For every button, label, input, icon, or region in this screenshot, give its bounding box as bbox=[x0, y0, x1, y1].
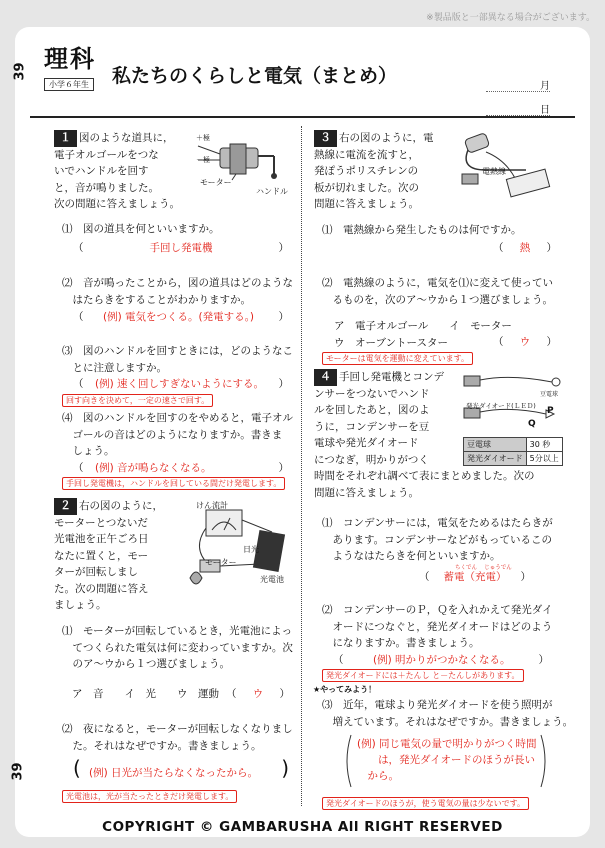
q4-p-label: P bbox=[547, 406, 554, 416]
subject-block bbox=[44, 46, 96, 91]
q3-intro: ３ 右の図のように，電 熱線に電流を流すと， 発ぽうポリスチレンの 板が切れました。次の 問題に答えましょう。 bbox=[314, 131, 434, 210]
header-rule bbox=[30, 116, 575, 118]
sample-notice: ※製品版と一部異なる場合がございます。 bbox=[426, 13, 595, 23]
q2-1-choices: ア 音 イ 光 ウ 運動 bbox=[72, 688, 219, 700]
column-divider bbox=[301, 126, 302, 806]
q4-bulb-label: 豆電球 bbox=[540, 391, 559, 398]
q4-1-ruby: ちくでん じゅうでん bbox=[455, 565, 512, 571]
table-row: 豆電球 30 秒 bbox=[464, 438, 563, 452]
try-it-label: ★やってみよう！ bbox=[313, 685, 377, 694]
q4-number: ４ bbox=[314, 369, 337, 386]
q4-2-answer-field[interactable]: （ (例) 明かりがつかなくなる。 ） bbox=[333, 654, 549, 666]
q2-2-answer-field[interactable]: ( (例) 日光が当たらなくなったから。 ) bbox=[73, 756, 289, 780]
q1-4-question: ⑷ 図のハンドルを回すのをやめると，電子オル ゴールの音はどのようになりますか。書きま しょう。 bbox=[62, 412, 293, 457]
q1-motor-label: モーター bbox=[200, 178, 232, 187]
heating-wire-figure bbox=[456, 130, 560, 200]
q2-cell-label: 光電池 bbox=[260, 575, 284, 584]
q3-2-choices: ア 電子オルゴール イ モーター ウ オーブントースター bbox=[334, 320, 512, 349]
q3-1-answer-field[interactable]: （ 熱 ） bbox=[493, 242, 557, 254]
q1-4-explanation: 手回し発電機は，ハンドルを回している間だけ発電します。 bbox=[62, 477, 285, 490]
q4-results-table bbox=[463, 437, 563, 466]
q2-sun-label: 日光 bbox=[243, 545, 259, 554]
q2-2-explanation: 光電池は，光が当たったときだけ発電します。 bbox=[62, 790, 237, 803]
q4-intro: ４ 手回し発電機とコンデ ンサーをつないでハンド ルを回したあと，図のよ うに，コンデンサーを豆 電球や発光ダイオード につなぎ，明かりがつく 時間をそれぞれ調べて表にまとめました。次の 問題に答えましょう。 bbox=[314, 370, 535, 499]
q1-handle-label: ハンドル bbox=[256, 187, 288, 196]
q2-1-answer-field[interactable]: （ ウ ） bbox=[226, 688, 290, 700]
q2-2-question: ⑵ 夜になると，モーターが回転しなくなりまし た。それはなぜですか。書きましょう。 bbox=[62, 723, 293, 752]
page-number-bottom: 39 bbox=[10, 762, 26, 781]
q4-1-answer-field[interactable]: （ 蓄電（充電） ） bbox=[419, 571, 531, 583]
q4-2-explanation: 発光ダイオードには＋たんし と－たんしがあります。 bbox=[322, 669, 524, 682]
page-title: 私たちのくらしと電気（まとめ） bbox=[112, 65, 398, 87]
q4-q-label: Q bbox=[528, 419, 536, 429]
page-number-top: 39 bbox=[12, 62, 28, 81]
q1-3-explanation: 回す向きを決めて，一定の速さで回す。 bbox=[62, 394, 213, 407]
q1-minus-label: －極 bbox=[196, 156, 210, 164]
q3-number: ３ bbox=[314, 130, 337, 147]
q1-3-question: ⑶ 図のハンドルを回すときには，どのようなこ とに注意しますか。 bbox=[62, 345, 293, 374]
q3-2-question: ⑵ 電熱線のように，電気を⑴に変えて使ってい るものを，次のア～ウから１つ選びましょう。 bbox=[322, 277, 553, 306]
q4-led-label: 発光ダイオード(ＬＥＤ) bbox=[466, 402, 536, 410]
grade-label: 小学６年生 bbox=[44, 78, 94, 91]
q3-2-explanation: モーターは電気を運動に変えています。 bbox=[322, 352, 473, 365]
q3-2-answer-field[interactable]: （ ウ ） bbox=[493, 336, 557, 348]
q2-meter-label: けん流計 bbox=[196, 501, 228, 510]
table-row: 発光ダイオード 5分以上 bbox=[464, 452, 563, 466]
q4-3-question: ⑶ 近年，電球より発光ダイオードを使う照明が 増えています。それはなぜですか。書きましょう。 bbox=[322, 699, 574, 728]
subject-title: 理科 bbox=[44, 45, 96, 73]
q3-wire-label: 電熱線 bbox=[482, 167, 506, 176]
q2-motor-label: モーター bbox=[205, 558, 237, 567]
copyright-footer: COPYRIGHT © GAMBARUSHA All RIGHT RESERVED bbox=[102, 819, 503, 835]
q1-plus-label: ＋極 bbox=[196, 134, 210, 142]
q2-1-question: ⑴ モーターが回転しているとき，光電池によっ てつくられた電気は何に変わっていますか。次 のア～ウから１つ選びましょう。 bbox=[62, 625, 293, 670]
q1-3-answer-field[interactable]: （ (例) 速く回しすぎないようにする。 ） bbox=[73, 378, 289, 390]
q1-2-answer-field[interactable]: （ (例) 電気をつくる。(発電する。) ） bbox=[73, 311, 289, 323]
q1-intro: １ 図のような道具に， 電子オルゴールをつな いでハンドルを回す と，音が鳴りました。 次の問題に答えましょう。 bbox=[54, 131, 180, 210]
q4-3-answer-field[interactable]: (例) 同じ電気の量で明かりがつく時間 は，発光ダイオードのほうが長い から。 bbox=[343, 733, 549, 789]
q4-1-question: ⑴ コンデンサーには，電気をためるはたらきが あります。コンデンサーなどがもっているこの ようなはたらきを何といいますか。 bbox=[322, 517, 553, 562]
day-field[interactable]: 日 bbox=[486, 101, 550, 116]
q4-3-explanation: 発光ダイオードのほうが，使う電気の量は少ないです。 bbox=[322, 797, 529, 810]
q1-1-answer-field[interactable]: （ 手回し発電機 ） bbox=[73, 242, 289, 254]
q1-number: １ bbox=[54, 130, 77, 147]
q3-1-question: ⑴ 電熱線から発生したものは何ですか。 bbox=[322, 224, 522, 236]
q4-2-question: ⑵ コンデンサーのＰ，Ｑを入れかえて発光ダイ オードにつなぐと，発光ダイオードはどのよう になりますか。書きましょう。 bbox=[322, 604, 553, 649]
q2-number: ２ bbox=[54, 498, 77, 515]
q1-2-question: ⑵ 音が鳴ったことから，図の道具はどのような はたらきをすることがわかりますか。 bbox=[62, 277, 293, 306]
q1-1-question: ⑴ 図の道具を何といいますか。 bbox=[62, 223, 220, 235]
q1-4-answer-field[interactable]: （ (例) 音が鳴らなくなる。 ） bbox=[73, 462, 289, 474]
q2-intro: ２ 右の図のように， モーターとつないだ 光電池を正午ごろ日 なたに置くと，モー ターが回転しまし た。次の問題に答え ましょう。 bbox=[54, 499, 163, 611]
month-field[interactable]: 月 bbox=[486, 77, 550, 92]
